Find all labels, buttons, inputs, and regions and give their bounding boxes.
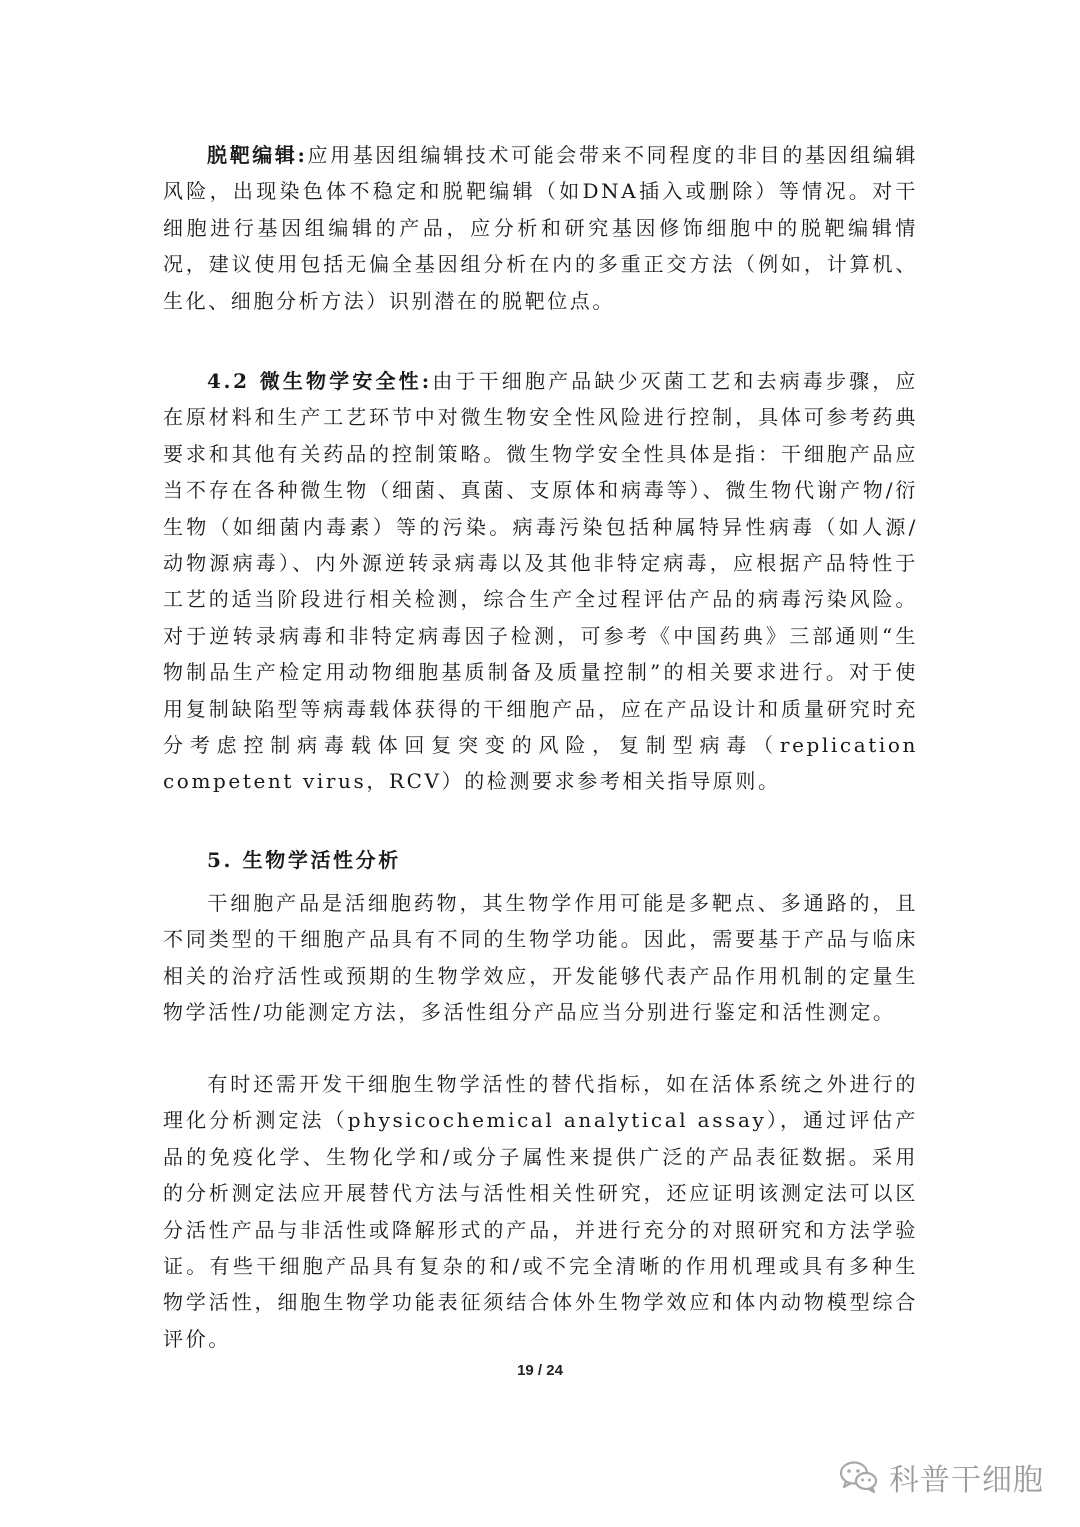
wechat-icon <box>839 1460 879 1494</box>
paragraph-bioactivity-2 <box>163 1066 918 1357</box>
microbial-safety-lead: 4.2 微生物学安全性: <box>207 369 432 393</box>
paragraph-bioactivity-1 <box>163 885 918 1031</box>
page-number: 19 / 24 <box>517 1362 563 1379</box>
microbial-safety-text: 由于干细胞产品缺少灭菌工艺和去病毒步骤，应在原材料和生产工艺环节中对微生物安全性风险进行控制，具体可参考药典要求和其他有关药品的控制策略。微生物学安全性具体是指：干细胞产品应当不存在各种微生物（细菌、真菌、支原体和病毒等）、微生物代谢产物/衍生物（如细菌内毒素）等的污染。病毒污染包括种属特异性病毒（如人源/动物源病毒）、内外源逆转录病毒以及其他非特定病毒，应根据产品特性于工艺的适当阶段进行相关检测，综合生产全过程评估产品的病毒污染风险。对于逆转录病毒和非特定病毒因子检测，可参考《中国药典》三部通则“生物制品生产检定用动物细胞基质制备及质量控制”的相关要求进行。对于使用复制缺陷型等病毒载体获得的干细胞产品，应在产品设计和质量研究时充分考虑控制病毒载体回复突变的风险，复制型病毒（replication competent virus，RCV）的检测要求参考相关指导原则。 <box>163 369 919 794</box>
bioactivity-1-text: 干细胞产品是活细胞药物，其生物学作用可能是多靶点、多通路的，且不同类型的干细胞产品具有不同的生物学功能。因此，需要基于产品与临床相关的治疗活性或预期的生物学效应，开发能够代表产品作用机制的定量生物学活性/功能测定方法，多活性组分产品应当分别进行鉴定和活性测定。 <box>163 891 918 1025</box>
paragraph-microbial-safety <box>163 363 918 800</box>
off-target-lead: 脱靶编辑: <box>207 143 308 167</box>
section-heading-bioactivity: 5. 生物学活性分析 <box>207 848 401 872</box>
off-target-text: 应用基因组编辑技术可能会带来不同程度的非目的基因组编辑风险，出现染色体不稳定和脱靶编辑（如DNA插入或删除）等情况。对干细胞进行基因组编辑的产品，应分析和研究基因修饰细胞中的脱靶编辑情况，建议使用包括无偏全基因组分析在内的多重正交方法（例如，计算机、生化、细胞分析方法）识别潜在的脱靶位点。 <box>163 143 918 313</box>
paragraph-off-target-editing <box>163 137 918 319</box>
watermark-text: 科普干细胞 <box>889 1463 1044 1498</box>
watermark <box>839 1455 1044 1499</box>
bioactivity-2-text: 有时还需开发干细胞生物学活性的替代指标，如在活体系统之外进行的理化分析测定法（physicochemical analytical assay），通过评估产品的免疫化学、生物化学和/或分子属性来提供广泛的产品表征数据。采用的分析测定法应开展替代方法与活性相关性研究，还应证明该测定法可以区分活性产品与非活性或降解形式的产品，并进行充分的对照研究和方法学验证。有些干细胞产品具有复杂的和/或不完全清晰的作用机理或具有多种生物学活性，细胞生物学功能表征须结合体外生物学效应和体内动物模型综合评价。 <box>163 1072 918 1351</box>
